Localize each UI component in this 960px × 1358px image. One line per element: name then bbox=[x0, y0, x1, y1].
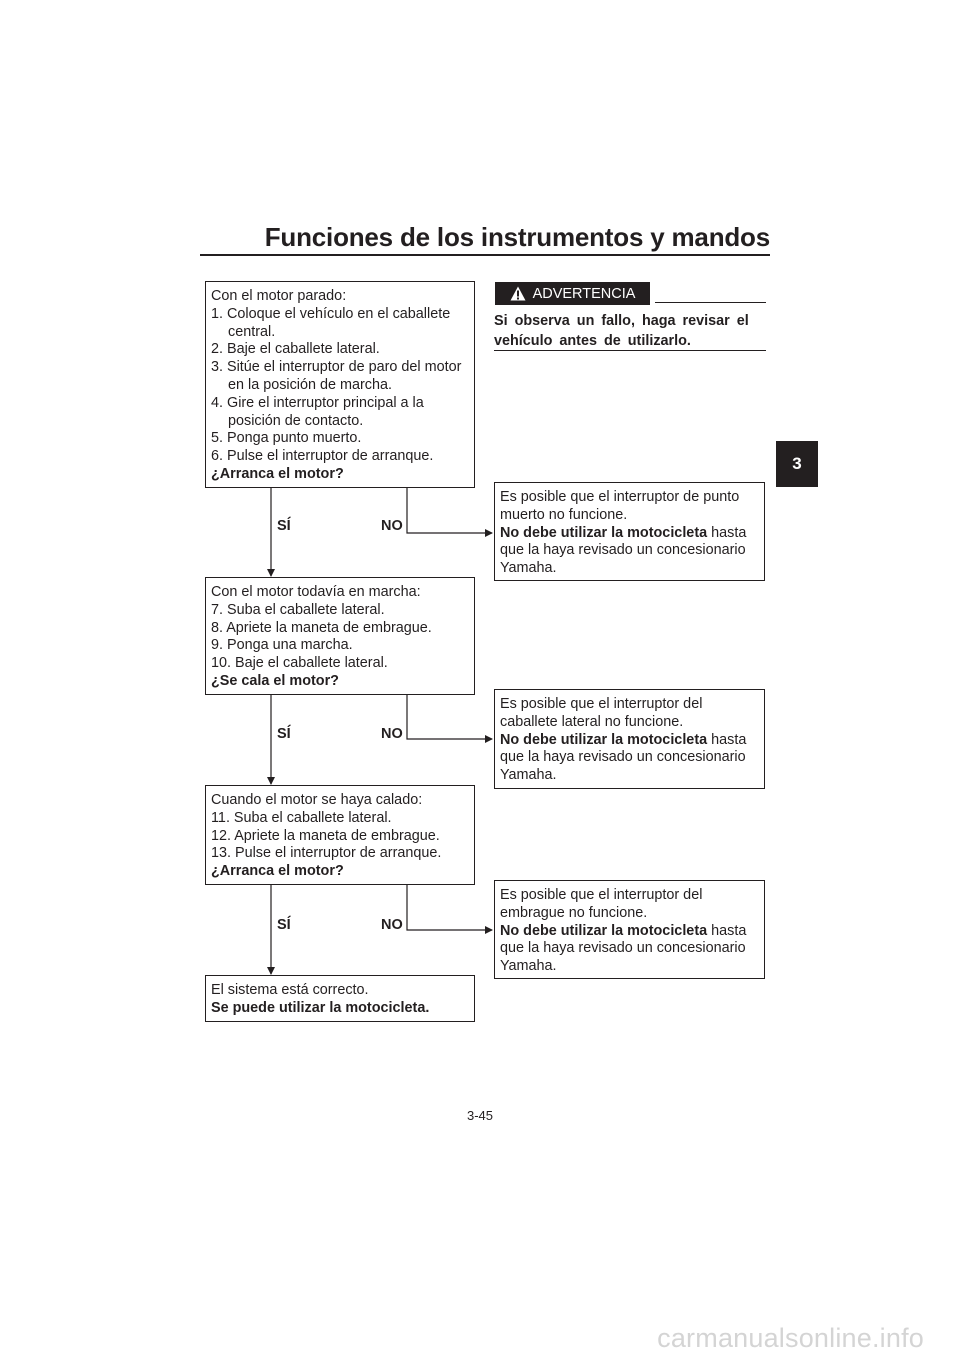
step2-line: 10. Baje el caballete lateral. bbox=[211, 655, 388, 672]
step1-line: Con el motor parado: bbox=[211, 288, 347, 304]
step2-line: Con el motor todavía en marcha: bbox=[211, 584, 421, 600]
result3-line: embrague no funcione. bbox=[500, 904, 648, 921]
step1-line: posición de contacto. bbox=[228, 412, 364, 429]
step3-line: 11. Suba el caballete lateral. bbox=[211, 809, 392, 826]
no-arrow-2 bbox=[407, 694, 492, 739]
step2-line: 7. Suba el caballete lateral. bbox=[211, 601, 385, 618]
result2-line: que la haya revisado un concesionario bbox=[500, 749, 746, 766]
result2-line: Yamaha. bbox=[500, 767, 557, 784]
step1-line: 3. Sitúe el interruptor de paro del motor bbox=[211, 359, 462, 376]
result1-line: Es posible que el interruptor de punto bbox=[500, 489, 740, 505]
step3-box bbox=[205, 785, 475, 885]
no-label-1: NO bbox=[381, 518, 403, 534]
result3-line: que la haya revisado un concesionario bbox=[500, 940, 746, 957]
chapter-tab: 3 bbox=[776, 441, 818, 487]
no-label-2: NO bbox=[381, 726, 403, 742]
step2-question: ¿Se cala el motor? bbox=[211, 672, 339, 689]
result3-box bbox=[494, 880, 765, 979]
result3-line: Es posible que el interruptor del bbox=[500, 887, 703, 903]
result3-warning: No debe utilizar la motocicleta bbox=[500, 922, 708, 939]
result2-warning: No debe utilizar la motocicleta bbox=[500, 731, 708, 748]
step3-question: ¿Arranca el motor? bbox=[211, 863, 344, 880]
step1-line: 1. Coloque el vehículo en el caballete bbox=[211, 305, 451, 322]
result3-tail: hasta bbox=[707, 922, 747, 939]
no-arrow-3 bbox=[407, 884, 492, 930]
step3-line: 12. Apriete la maneta de embrague. bbox=[211, 827, 440, 844]
warning-text: Si observa un fallo, haga revisar el vehículo antes de utilizarlo. bbox=[494, 313, 749, 349]
step1-line: 6. Pulse el interruptor de arranque. bbox=[211, 448, 434, 465]
step1-line: en la posición de marcha. bbox=[228, 376, 392, 393]
watermark: carmanualsonline.info bbox=[657, 1323, 924, 1353]
result1-tail: hasta bbox=[707, 524, 747, 541]
yes-label-3: SÍ bbox=[277, 917, 291, 933]
result1-warning: No debe utilizar la motocicleta bbox=[500, 524, 708, 541]
result1-line: Yamaha. bbox=[500, 560, 557, 577]
result2-box bbox=[494, 689, 765, 789]
result2-line: Es posible que el interruptor del bbox=[500, 696, 703, 712]
step2-box bbox=[205, 577, 475, 695]
step1-line: 2. Baje el caballete lateral. bbox=[211, 341, 380, 358]
result1-line: muerto no funcione. bbox=[500, 506, 628, 523]
step1-line: 5. Ponga punto muerto. bbox=[211, 430, 362, 447]
step1-question: ¿Arranca el motor? bbox=[211, 465, 344, 482]
step3-line: Cuando el motor se haya calado: bbox=[211, 792, 423, 808]
result1-box bbox=[494, 482, 765, 581]
step2-line: 9. Ponga una marcha. bbox=[211, 637, 353, 654]
step1-line: central. bbox=[228, 323, 276, 340]
warning-badge-label: ADVERTENCIA bbox=[532, 285, 636, 302]
step2-line: 8. Apriete la maneta de embrague. bbox=[211, 619, 432, 636]
no-label-3: NO bbox=[381, 917, 403, 933]
step3-line: 13. Pulse el interruptor de arranque. bbox=[211, 845, 442, 862]
final-line: El sistema está correcto. bbox=[211, 982, 369, 998]
yes-label-2: SÍ bbox=[277, 726, 291, 742]
no-arrow-1 bbox=[407, 487, 492, 533]
result2-tail: hasta bbox=[707, 731, 747, 748]
page-title: Funciones de los instrumentos y mandos bbox=[264, 222, 770, 252]
result1-line: que la haya revisado un concesionario bbox=[500, 542, 746, 559]
step1-line: 4. Gire el interruptor principal a la bbox=[211, 394, 424, 411]
yes-label-1: SÍ bbox=[277, 518, 291, 534]
final-bold: Se puede utilizar la motocicleta. bbox=[211, 999, 430, 1016]
result2-line: caballete lateral no funcione. bbox=[500, 713, 684, 730]
page-number: 3-45 bbox=[466, 1108, 494, 1123]
final-box bbox=[205, 975, 475, 1022]
step1-box bbox=[205, 281, 475, 488]
result3-line: Yamaha. bbox=[500, 958, 557, 975]
